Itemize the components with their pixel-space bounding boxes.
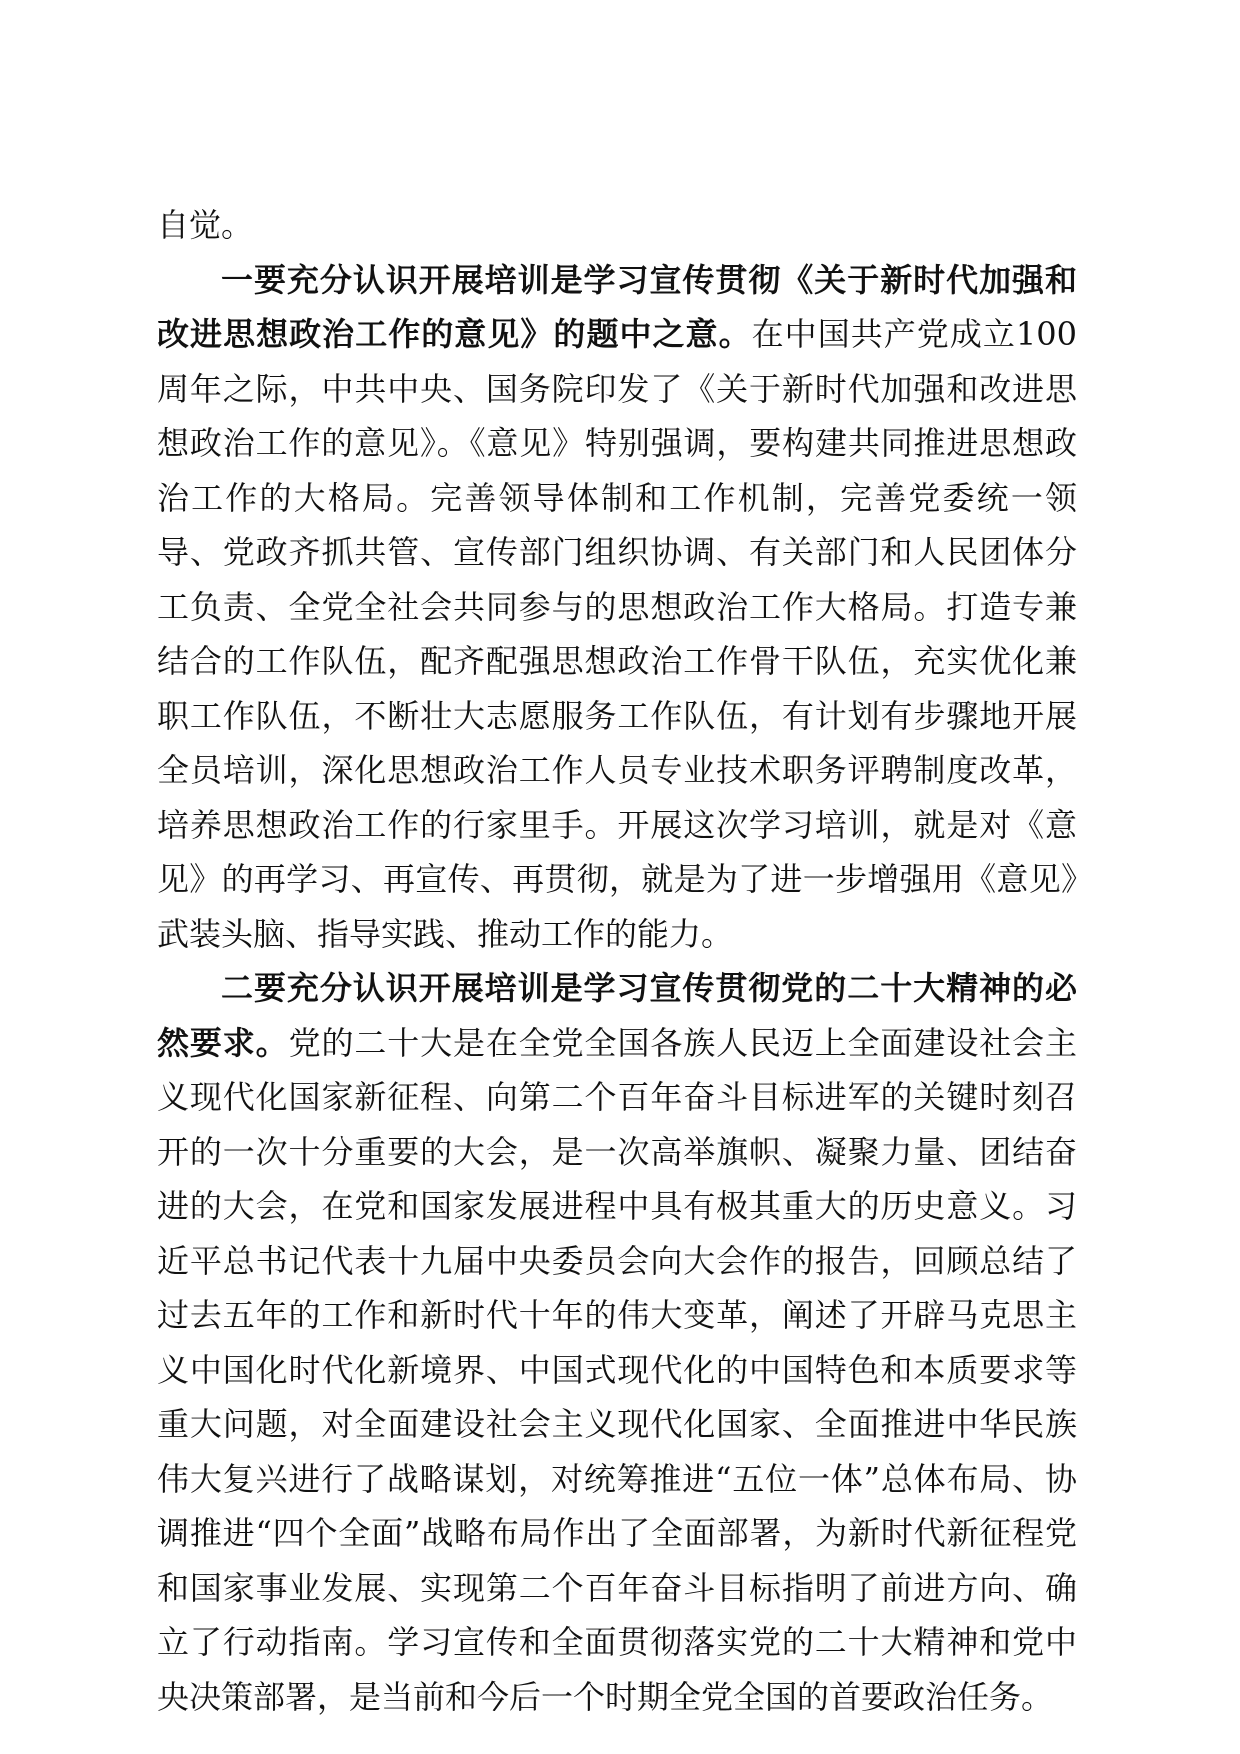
paragraph-lead-heading: 二要充分认识开展培训是学习宣传贯彻党的二十大精神的必然要求。 [157,969,1077,1062]
paragraph-body: 党的二十大是在全党全国各族人民迈上全面建设社会主义现代化国家新征程、向第二个百年奋斗目标进军的关键时刻召开的一次十分重要的大会，是一次高举旗帜、凝聚力量、团结奋进的大会，在党和国家发展进程中具有极其重大的历史意义。习近平总书记代表十九届中央委员会向大会作的报告，回顾总结了过去五年的工作和新时代十年的伟大变革，阐述了开辟马克思主义中国化时代化新境界、中国式现代化的中国特色和本质要求等重大问题，对全面建设社会主义现代化国家、全面推进中华民族伟大复兴进行了战略谋划，对统筹推进“五位一体”总体布局、协调推进“四个全面”战略布局作出了全面部署，为新时代新征程党和国家事业发展、实现第二个百年奋斗目标指明了前进方向、确立了行动指南。学习宣传和全面贯彻落实党的二十大精神和党中央决策部署，是当前和今后一个时期全党全国的首要政治任务。 [157,1023,1077,1716]
paragraph-point-one [157,253,1077,962]
paragraph-lead-heading: 一要充分认识开展培训是学习宣传贯彻《关于新时代加强和改进思想政治工作的意见》的题中之意。 [157,260,1077,353]
paragraph-body: 在中国共产党成立100周年之际，中共中央、国务院印发了《关于新时代加强和改进思想政治工作的意见》。《意见》特别强调，要构建共同推进思想政治工作的大格局。完善领导体制和工作机制，完善党委统一领导、党政齐抓共管、宣传部门组织协调、有关部门和人民团体分工负责、全党全社会共同参与的思想政治工作大格局。打造专兼结合的工作队伍，配齐配强思想政治工作骨干队伍，充实优化兼职工作队伍，不断壮大志愿服务工作队伍，有计划有步骤地开展全员培训，深化思想政治工作人员专业技术职务评聘制度改革，培养思想政治工作的行家里手。开展这次学习培训，就是对《意见》的再学习、再宣传、再贯彻，就是为了进一步增强用《意见》武装头脑、指导实践、推动工作的能力。 [157,315,1077,953]
paragraph-point-two [157,961,1077,1724]
paragraph-continuation [157,198,1077,253]
paragraph-body: 自觉。 [157,206,254,244]
document-page [157,198,1077,1724]
